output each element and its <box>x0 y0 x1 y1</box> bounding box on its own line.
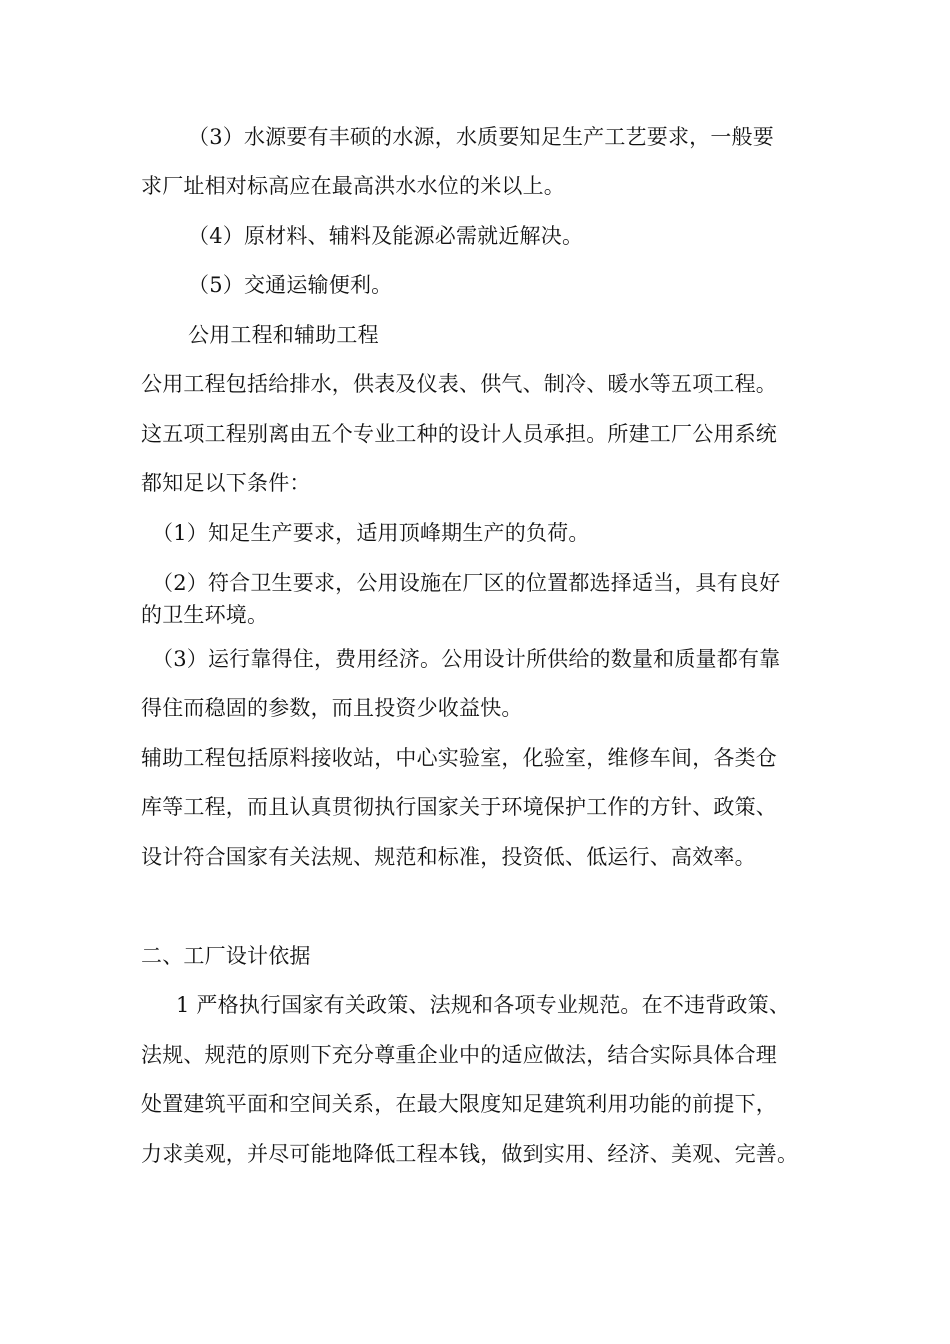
list-item: （2）符合卫生要求，公用设施在厂区的位置都选择适当，具有良好 <box>152 571 781 595</box>
paragraph-line: 求厂址相对标高应在最高洪水水位的米以上。 <box>141 174 565 198</box>
paragraph-line: 库等工程，而且认真贯彻执行国家关于环境保护工作的方针、政策、 <box>141 795 777 819</box>
paragraph-line: 公用工程包括给排水，供表及仪表、供气、制冷、暖水等五项工程。 <box>141 372 777 396</box>
paragraph-line: 的卫生环境。 <box>141 603 269 627</box>
paragraph-line: 设计符合国家有关法规、规范和标准，投资低、低运行、高效率。 <box>141 845 756 869</box>
paragraph-line: 都知足以下条件： <box>141 471 311 495</box>
paragraph-line: 1 严格执行国家有关政策、法规和各项专业规范。在不违背政策、 <box>176 993 791 1017</box>
section-heading: 公用工程和辅助工程 <box>188 323 379 347</box>
paragraph-line: （3）水源要有丰硕的水源，水质要知足生产工艺要求，一般要 <box>188 125 774 149</box>
paragraph-line: （4）原材料、辅料及能源必需就近解决。 <box>188 224 584 248</box>
paragraph-line: 这五项工程别离由五个专业工种的设计人员承担。所建工厂公用系统 <box>141 422 777 446</box>
paragraph-line: 法规、规范的原则下充分尊重企业中的适应做法，结合实际具体合理 <box>141 1043 777 1067</box>
paragraph-line: 力求美观，并尽可能地降低工程本钱，做到实用、经济、美观、完善。 <box>141 1142 799 1166</box>
paragraph-line: 处置建筑平面和空间关系，在最大限度知足建筑利用功能的前提下， <box>141 1092 777 1116</box>
paragraph-line: 得住而稳固的参数，而且投资少收益快。 <box>141 696 523 720</box>
paragraph-line: 辅助工程包括原料接收站，中心实验室，化验室，维修车间，各类仓 <box>141 746 777 770</box>
paragraph-line: （5）交通运输便利。 <box>188 273 393 297</box>
list-item: （3）运行靠得住，费用经济。公用设计所供给的数量和质量都有靠 <box>152 647 781 671</box>
list-item: （1）知足生产要求，适用顶峰期生产的负荷。 <box>152 521 590 545</box>
section-heading: 二、工厂设计依据 <box>141 944 311 968</box>
